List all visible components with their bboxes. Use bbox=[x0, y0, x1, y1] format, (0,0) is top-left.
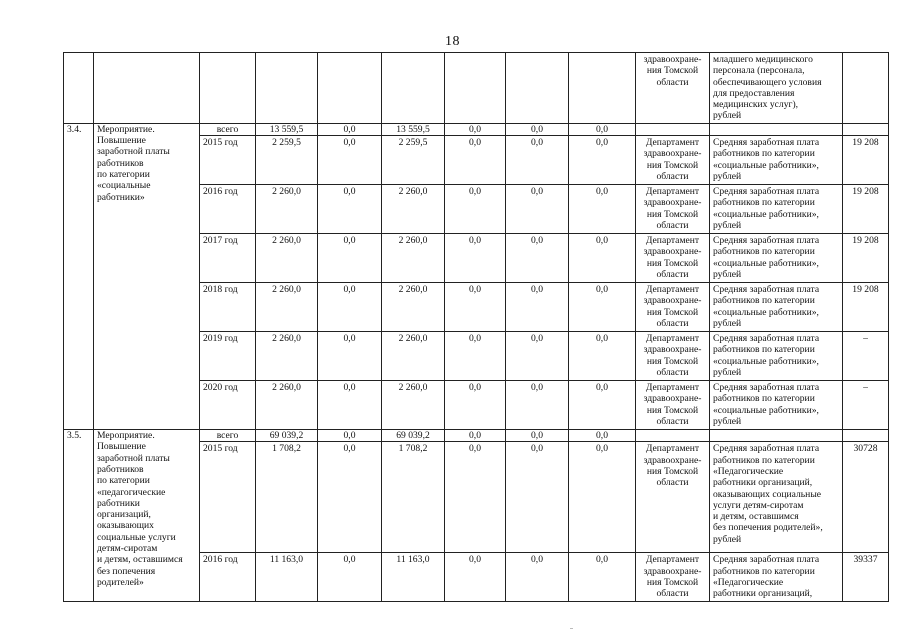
target-value-cell: 19 208 bbox=[843, 283, 889, 332]
year-cell: 2018 год bbox=[200, 283, 256, 332]
value-cell: 0,0 bbox=[569, 234, 636, 283]
value-cell: 2 260,0 bbox=[256, 185, 318, 234]
value-cell: 0,0 bbox=[445, 283, 506, 332]
value-cell: 0,0 bbox=[445, 234, 506, 283]
value-cell: 0,0 bbox=[506, 442, 569, 553]
value-cell: 0,0 bbox=[445, 185, 506, 234]
value-cell: 0,0 bbox=[506, 234, 569, 283]
executor-cell: Департамент здравоохране- ния Томской области bbox=[636, 234, 710, 283]
executor-cell: Департамент здравоохране- ния Томской области bbox=[636, 442, 710, 553]
year-cell: 2016 год bbox=[200, 185, 256, 234]
indicator-cell: Средняя заработная плата работников по категории «социальные работники», рублей bbox=[710, 381, 843, 430]
indicator-cell: Средняя заработная плата работников по категории «социальные работники», рублей bbox=[710, 234, 843, 283]
value-cell: 0,0 bbox=[318, 234, 382, 283]
value-cell: 0,0 bbox=[569, 442, 636, 553]
target-value-cell: – bbox=[843, 332, 889, 381]
indicator-cell: Средняя заработная плата работников по категории «социальные работники», рублей bbox=[710, 136, 843, 185]
value-cell: 0,0 bbox=[506, 332, 569, 381]
value-cell: 0,0 bbox=[318, 381, 382, 430]
executor-cell: Департамент здравоохране- ния Томской области bbox=[636, 283, 710, 332]
executor-cell: Департамент здравоохране- ния Томской области bbox=[636, 136, 710, 185]
value-cell: 0,0 bbox=[318, 283, 382, 332]
value-cell: 2 260,0 bbox=[256, 234, 318, 283]
year-cell: 2015 год bbox=[200, 136, 256, 185]
value-cell: 0,0 bbox=[569, 136, 636, 185]
value-cell: 2 259,5 bbox=[382, 136, 445, 185]
value-cell: 0,0 bbox=[445, 442, 506, 553]
value-cell: 0,0 bbox=[318, 185, 382, 234]
value-cell: 0,0 bbox=[445, 553, 506, 601]
table-row bbox=[64, 430, 889, 442]
year-cell: 2015 год bbox=[200, 442, 256, 553]
table-row bbox=[64, 123, 889, 135]
value-cell: 2 260,0 bbox=[382, 234, 445, 283]
value-cell: 11 163,0 bbox=[256, 553, 318, 601]
value-cell: 69 039,2 bbox=[382, 430, 445, 442]
indicator-cell: Средняя заработная плата работников по категории «социальные работники», рублей bbox=[710, 283, 843, 332]
value-cell: 0,0 bbox=[569, 185, 636, 234]
value-cell: 2 260,0 bbox=[256, 332, 318, 381]
value-cell: 69 039,2 bbox=[256, 430, 318, 442]
value-cell: 2 260,0 bbox=[382, 185, 445, 234]
year-cell: 2016 год bbox=[200, 553, 256, 601]
value-cell: 1 708,2 bbox=[382, 442, 445, 553]
value-cell: 0,0 bbox=[569, 430, 636, 442]
target-value-cell: 19 208 bbox=[843, 136, 889, 185]
page-number: 18 bbox=[445, 34, 460, 49]
value-cell: 2 260,0 bbox=[382, 283, 445, 332]
year-cell: 2017 год bbox=[200, 234, 256, 283]
total-label: всего bbox=[200, 430, 256, 442]
indicator-cell: Средняя заработная плата работников по категории «Педагогические работники организаций, bbox=[710, 553, 843, 601]
target-value-cell: – bbox=[843, 381, 889, 430]
value-cell: 0,0 bbox=[569, 283, 636, 332]
value-cell: 11 163,0 bbox=[382, 553, 445, 601]
value-cell: 0,0 bbox=[569, 553, 636, 601]
executor-cell: Департамент здравоохране- ния Томской области bbox=[636, 381, 710, 430]
value-cell: 0,0 bbox=[506, 553, 569, 601]
value-cell: 0,0 bbox=[318, 553, 382, 601]
value-cell: 0,0 bbox=[318, 430, 382, 442]
year-cell: 2020 год bbox=[200, 381, 256, 430]
scan-artifact bbox=[570, 628, 573, 629]
activity-name: Мероприятие. Повышение заработной платы работников по категории «педагогические работники организаций, оказывающих социальные услуги детям-сиротам и детям, оставшимся без попечения родителей» bbox=[94, 430, 200, 601]
total-label: всего bbox=[200, 123, 256, 135]
value-cell: 13 559,5 bbox=[256, 123, 318, 135]
indicator-cell: младшего медицинского персонала (персонала, обеспечивающего условия для предоставления медицинских услуг), рублей bbox=[710, 53, 843, 124]
executor-cell: здравоохране- ния Томской области bbox=[636, 53, 710, 124]
item-number: 3.4. bbox=[64, 123, 94, 429]
target-value-cell: 39337 bbox=[843, 553, 889, 601]
value-cell: 0,0 bbox=[318, 136, 382, 185]
value-cell: 0,0 bbox=[569, 332, 636, 381]
value-cell: 0,0 bbox=[318, 123, 382, 135]
indicator-cell: Средняя заработная плата работников по категории «Педагогические работники организаций, оказывающих социальные услуги детям-сиротам и детям, оставшимся без попечения родителей», рублей bbox=[710, 442, 843, 553]
value-cell: 0,0 bbox=[506, 381, 569, 430]
year-cell: 2019 год bbox=[200, 332, 256, 381]
value-cell: 0,0 bbox=[506, 123, 569, 135]
value-cell: 0,0 bbox=[506, 185, 569, 234]
executor-cell: Департамент здравоохране- ния Томской области bbox=[636, 332, 710, 381]
executor-cell: Департамент здравоохране- ния Томской области bbox=[636, 553, 710, 601]
table-row bbox=[64, 53, 889, 124]
value-cell: 2 260,0 bbox=[382, 332, 445, 381]
value-cell: 0,0 bbox=[445, 430, 506, 442]
value-cell: 1 708,2 bbox=[256, 442, 318, 553]
activity-name: Мероприятие. Повышение заработной платы работников по категории «социальные работники» bbox=[94, 123, 200, 429]
value-cell: 0,0 bbox=[318, 442, 382, 553]
value-cell: 0,0 bbox=[506, 283, 569, 332]
value-cell: 2 260,0 bbox=[382, 381, 445, 430]
target-value-cell: 19 208 bbox=[843, 234, 889, 283]
value-cell: 0,0 bbox=[445, 123, 506, 135]
executor-cell: Департамент здравоохране- ния Томской области bbox=[636, 185, 710, 234]
target-value-cell: 19 208 bbox=[843, 185, 889, 234]
value-cell: 13 559,5 bbox=[382, 123, 445, 135]
value-cell: 0,0 bbox=[445, 332, 506, 381]
value-cell: 2 260,0 bbox=[256, 381, 318, 430]
program-activities-table bbox=[63, 52, 889, 602]
value-cell: 0,0 bbox=[506, 136, 569, 185]
value-cell: 0,0 bbox=[445, 136, 506, 185]
indicator-cell: Средняя заработная плата работников по категории «социальные работники», рублей bbox=[710, 185, 843, 234]
target-value-cell: 30728 bbox=[843, 442, 889, 553]
value-cell: 2 259,5 bbox=[256, 136, 318, 185]
item-number: 3.5. bbox=[64, 430, 94, 601]
value-cell: 0,0 bbox=[569, 381, 636, 430]
value-cell: 0,0 bbox=[445, 381, 506, 430]
indicator-cell: Средняя заработная плата работников по категории «социальные работники», рублей bbox=[710, 332, 843, 381]
value-cell: 0,0 bbox=[506, 430, 569, 442]
value-cell: 0,0 bbox=[318, 332, 382, 381]
value-cell: 2 260,0 bbox=[256, 283, 318, 332]
value-cell: 0,0 bbox=[569, 123, 636, 135]
